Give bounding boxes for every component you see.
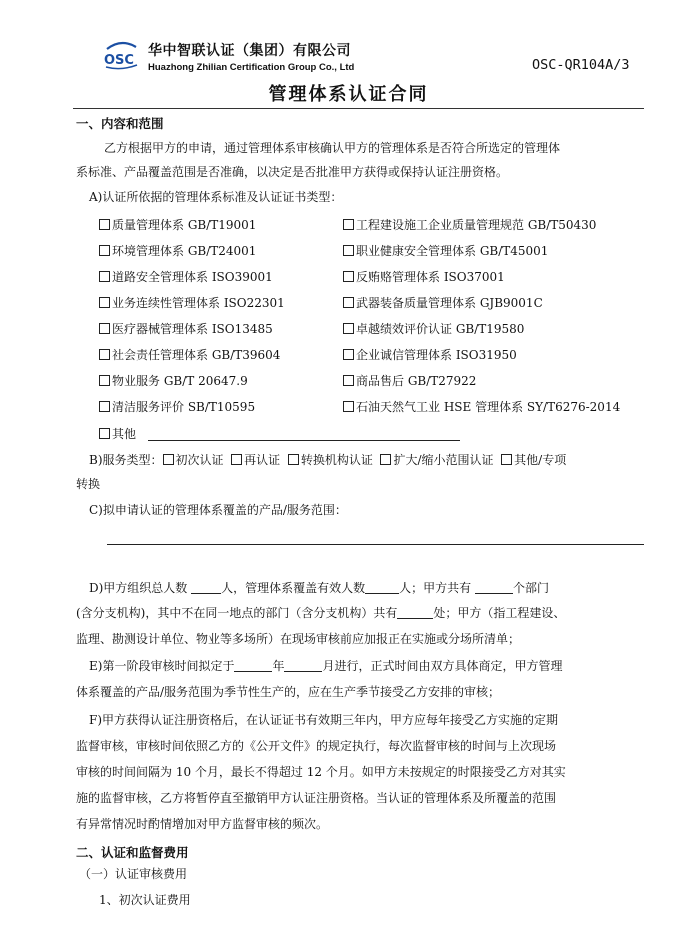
company-logo: [103, 40, 139, 70]
department-count-field[interactable]: [475, 581, 513, 594]
standard-option[interactable]: 武器装备质量管理体系 GJB9001C: [343, 294, 543, 311]
checkbox[interactable]: [501, 454, 512, 465]
personnel-line: (含分支机构)，其中不在同一地点的部门（含分支机构）共有 处；甲方（指工程建设、: [76, 606, 566, 620]
surveillance-text: 有异常情况时酌情增加对甲方监督审核的频次。: [76, 817, 329, 831]
personnel-line: D)甲方组织总人数 人，管理体系覆盖有效人数 人；甲方共有 个部门: [89, 581, 549, 595]
subsection-item: 1、初次认证费用: [99, 893, 191, 907]
total-staff-field[interactable]: [191, 581, 221, 594]
audit-schedule-line: E)第一阶段审核时间拟定于 年 月进行，正式时间由双方具体商定，甲方管理: [89, 659, 563, 673]
subsection-heading: （一）认证审核费用: [79, 867, 188, 881]
document-number: OSC-QR104A/3: [532, 57, 630, 73]
standard-option[interactable]: 社会责任管理体系 GB/T39604: [99, 346, 280, 363]
service-type-row: B)服务类型： 初次认证 再认证 转换机构认证 扩大/缩小范围认证 其他/专项: [89, 453, 567, 467]
checkbox[interactable]: [343, 349, 354, 360]
checkbox[interactable]: [343, 323, 354, 334]
checkbox[interactable]: [99, 219, 110, 230]
standard-option[interactable]: 反贿赂管理体系 ISO37001: [343, 268, 505, 285]
covered-staff-field[interactable]: [365, 581, 399, 594]
standard-option[interactable]: 企业诚信管理体系 ISO31950: [343, 346, 517, 363]
logo-text: OSC: [104, 53, 134, 68]
standard-option[interactable]: 清洁服务评价 SB/T10595: [99, 398, 255, 415]
standard-option[interactable]: 卓越绩效评价认证 GB/T19580: [343, 320, 524, 337]
checkbox[interactable]: [343, 271, 354, 282]
surveillance-text: F)甲方获得认证注册资格后，在认证证书有效期三年内，甲方应每年接受乙方实施的定期: [89, 713, 559, 727]
standard-option[interactable]: 业务连续性管理体系 ISO22301: [99, 294, 285, 311]
standard-option[interactable]: 医疗器械管理体系 ISO13485: [99, 320, 273, 337]
audit-month-field[interactable]: [284, 659, 322, 672]
company-name-en: Huazhong Zhilian Certification Group Co., Ltd: [148, 62, 355, 73]
other-standard-option[interactable]: 其他: [99, 425, 136, 442]
checkbox[interactable]: [343, 375, 354, 386]
checkbox[interactable]: [99, 401, 110, 412]
audit-schedule-line: 体系覆盖的产品/服务范围为季节性生产的，应在生产季节接受乙方安排的审核；: [76, 685, 501, 699]
section-heading: 二、认证和监督费用: [76, 845, 189, 860]
surveillance-text: 施的监督审核，乙方将暂停直至撤销甲方认证注册资格。当认证的管理体系及所覆盖的范围: [76, 791, 557, 805]
checkbox[interactable]: [99, 245, 110, 256]
surveillance-text: 审核的时间间隔为 10 个月，最长不得超过 12 个月。如甲方未按规定的时限接受乙方对其实: [76, 765, 566, 779]
checkbox[interactable]: [99, 297, 110, 308]
standard-option[interactable]: 物业服务 GB/T 20647.9: [99, 372, 248, 389]
checkbox[interactable]: [343, 219, 354, 230]
checkbox[interactable]: [99, 323, 110, 334]
checkbox[interactable]: [380, 454, 391, 465]
document-title: 管理体系认证合同: [268, 84, 429, 105]
standard-option[interactable]: 商品售后 GB/T27922: [343, 372, 476, 389]
surveillance-text: 监督审核，审核时间依照乙方的《公开文件》的规定执行，每次监督审核的时间与上次现场: [76, 739, 557, 753]
company-name-cn: 华中智联认证（集团）有限公司: [148, 43, 351, 59]
checkbox[interactable]: [343, 297, 354, 308]
scope-label: C)拟申请认证的管理体系覆盖的产品/服务范围：: [89, 503, 347, 517]
standard-option[interactable]: 环境管理体系 GB/T24001: [99, 242, 256, 259]
service-type-wrap: 转换: [76, 477, 101, 491]
audit-year-field[interactable]: [234, 659, 272, 672]
standard-option[interactable]: 工程建设施工企业质量管理规范 GB/T50430: [343, 216, 596, 233]
standard-option[interactable]: 职业健康安全管理体系 GB/T45001: [343, 242, 548, 259]
checkbox[interactable]: [99, 375, 110, 386]
scope-field[interactable]: [107, 544, 644, 545]
checkbox[interactable]: [231, 454, 242, 465]
header-divider: [73, 108, 644, 109]
checkbox[interactable]: [343, 401, 354, 412]
standards-label: A)认证所依据的管理体系标准及认证证书类型：: [89, 190, 343, 204]
section-heading: 一、内容和范围: [76, 116, 164, 131]
other-standard-field[interactable]: [148, 440, 460, 441]
standard-option[interactable]: 石油天然气工业 HSE 管理体系 SY/T6276-2014: [343, 398, 620, 415]
standard-option[interactable]: 道路安全管理体系 ISO39001: [99, 268, 273, 285]
standard-option[interactable]: 质量管理体系 GB/T19001: [99, 216, 256, 233]
checkbox[interactable]: [163, 454, 174, 465]
intro-text: 系标准、产品覆盖范围是否准确，以决定是否批准甲方获得或保持认证注册资格。: [76, 165, 509, 179]
checkbox[interactable]: [99, 428, 110, 439]
intro-text: 乙方根据甲方的申请，通过管理体系审核确认甲方的管理体系是否符合所选定的管理体: [104, 141, 561, 155]
checkbox[interactable]: [99, 271, 110, 282]
personnel-line: 监理、勘测设计单位、物业等多场所）在现场审核前应加报正在实施或分场所清单；: [76, 632, 521, 646]
checkbox[interactable]: [343, 245, 354, 256]
checkbox[interactable]: [288, 454, 299, 465]
checkbox[interactable]: [99, 349, 110, 360]
remote-site-count-field[interactable]: [397, 606, 433, 619]
